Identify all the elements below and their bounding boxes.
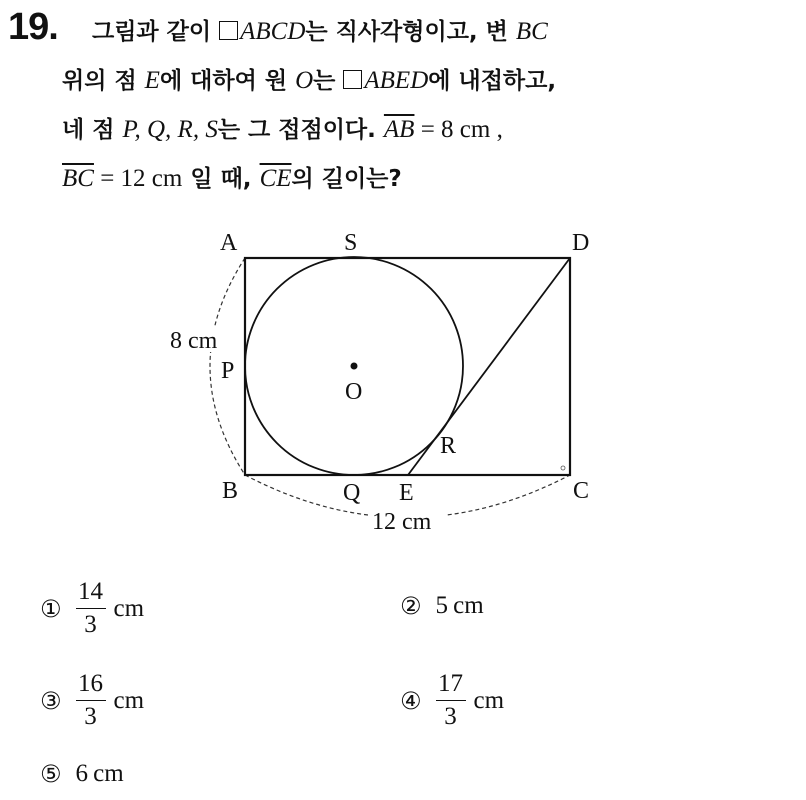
label-s: S: [344, 230, 358, 256]
bc-length-label: 12 cm: [372, 509, 432, 535]
fraction: $\frac{16}{3}$: [76, 670, 106, 731]
choice-5[interactable]: ⑤ 6 cm: [40, 760, 124, 788]
label-d: D: [572, 230, 590, 256]
center-point-o: [351, 363, 358, 370]
label-o: O: [345, 379, 363, 405]
choice-4[interactable]: ④ $\frac{17}{3}$ cm: [400, 670, 505, 730]
label-r: R: [440, 433, 457, 459]
label-p: P: [221, 358, 235, 384]
question-number: 19.: [8, 6, 58, 48]
ab-length-label: 8 cm: [170, 328, 218, 354]
choice-3[interactable]: ③ $\frac{16}{3}$ cm: [40, 670, 145, 730]
label-e: E: [399, 480, 414, 506]
rectangle-abcd: [245, 258, 570, 475]
question-line-3: 네 점 P, Q, R, S는 그 접점이다. $\overline{AB} = 8$ cm ,: [62, 116, 503, 143]
fraction: $\frac{17}{3}$: [436, 670, 466, 731]
choice-1[interactable]: ① $\frac{14}{3}$ cm: [40, 578, 145, 638]
label-b: B: [222, 478, 239, 504]
label-a: A: [220, 230, 238, 256]
label-q: Q: [343, 480, 361, 506]
question-line-1: 그림과 같이 ABCD는 직사각형이고, 변 BC: [92, 18, 548, 45]
question-line-4: $\overline{BC} = 12$ cm 일 때, $\overline{CE}$의 길이는?: [62, 165, 402, 192]
question-line-2: 위의 점 E에 대하여 원 O는 ABED에 내접하고,: [62, 67, 557, 94]
label-c: C: [573, 478, 590, 504]
fraction: $\frac{14}{3}$: [76, 578, 106, 639]
choice-2[interactable]: ② 5 cm: [400, 592, 484, 620]
right-angle-mark: [561, 466, 565, 470]
